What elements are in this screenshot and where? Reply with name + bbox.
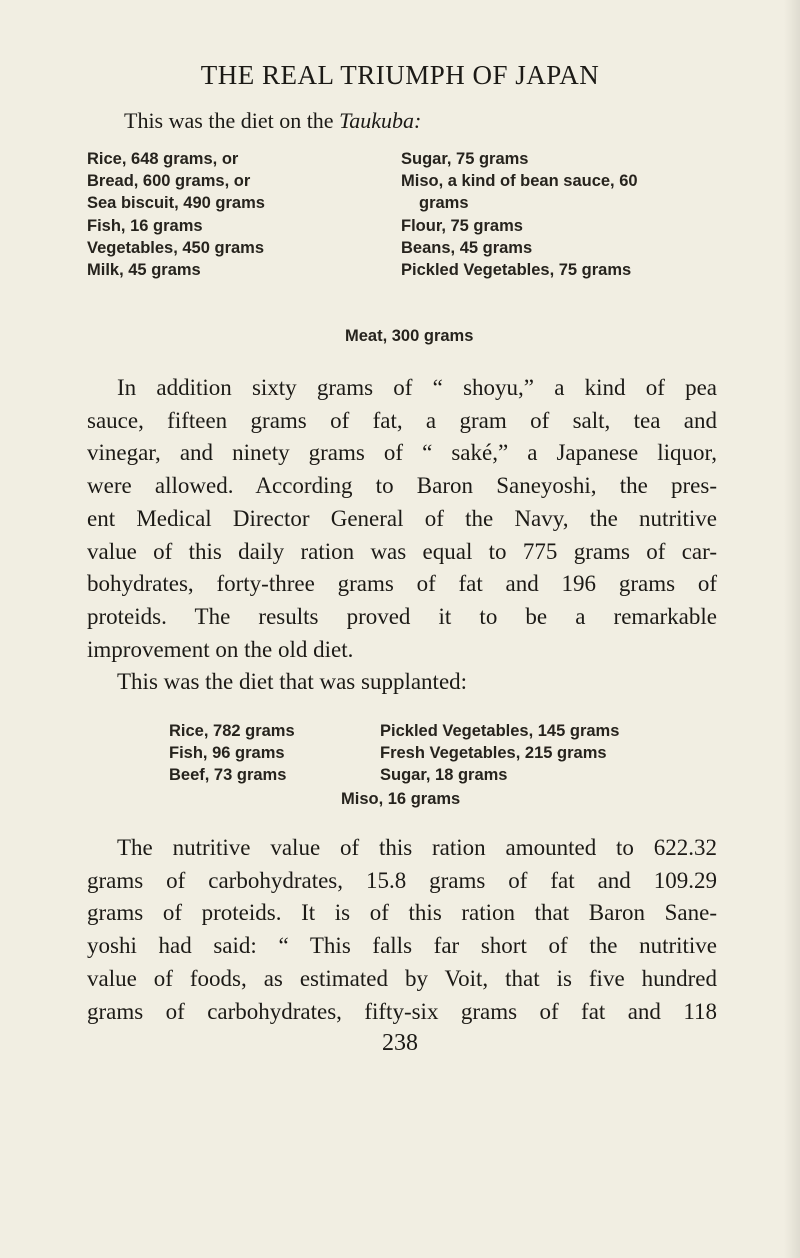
intro-line: [124, 106, 421, 136]
diet-item: Bread, 600 grams, or: [87, 172, 251, 191]
diet-item: Sugar, 18 grams: [380, 766, 508, 785]
text-line: In addition sixty grams of “ shoyu,” a kind of pea: [117, 375, 717, 400]
paragraph-2: This was the diet that was supplanted:: [117, 669, 468, 695]
diet-item: Rice, 782 grams: [169, 722, 295, 740]
diet-new-left-column: [87, 148, 265, 281]
paragraph-1: [87, 372, 717, 699]
diet-item: Pickled Vegetables, 145 grams: [380, 722, 620, 740]
diet-new-right-column: [401, 148, 638, 281]
text-line: yoshi had said: “ This falls far short of the nutritive: [87, 933, 717, 959]
diet-item: Rice, 648 grams, or: [87, 150, 239, 168]
diet-old-left-column: [169, 720, 295, 787]
text-line: grams of proteids. It is of this ration that Baron Sane-: [87, 900, 717, 926]
diet-item: Sugar, 75 grams: [401, 150, 529, 168]
diet-item: Sea biscuit, 490 grams: [87, 194, 265, 213]
ship-name: Taukuba:: [339, 108, 422, 133]
paragraph-3: [87, 832, 717, 1028]
diet-item: Vegetables, 450 grams: [87, 238, 265, 257]
page-edge-shadow: [784, 0, 800, 1258]
page-number: 238: [382, 1030, 418, 1056]
diet-item: Fish, 16 grams: [87, 216, 203, 235]
text-line: grams of carbohydrates, fifty-six grams of fat and 118: [87, 998, 717, 1024]
diet-item: Milk, 45 grams: [87, 261, 201, 280]
text-line: sauce, fifteen grams of fat, a gram of salt, tea and: [87, 407, 717, 433]
diet-item-continuation: grams: [419, 194, 469, 213]
diet-item: Fish, 96 grams: [169, 744, 285, 763]
diet-item: Flour, 75 grams: [401, 216, 523, 235]
diet-item: Pickled Vegetables, 75 grams: [401, 261, 632, 280]
text-line: value of this daily ration was equal to 775 grams of car-: [87, 538, 717, 564]
text-line: proteids. The results proved it to be a remarkable: [87, 603, 717, 629]
diet-item: Miso, a kind of bean sauce, 60: [401, 172, 638, 191]
diet-old-center-item: Miso, 16 grams: [341, 790, 461, 808]
text-line: were allowed. According to Baron Saneyoshi, the pres-: [87, 473, 717, 499]
text-line: value of foods, as estimated by Voit, that is five hundred: [87, 965, 717, 991]
diet-item: Beans, 45 grams: [401, 238, 533, 257]
text-line: grams of carbohydrates, 15.8 grams of fat and 109.29: [87, 867, 717, 893]
text-line: bohydrates, forty-three grams of fat and 196 grams of: [87, 571, 717, 597]
text-line: vinegar, and ninety grams of “ saké,” a Japanese liquor,: [87, 440, 717, 466]
diet-item: Beef, 73 grams: [169, 766, 287, 785]
intro-text: This was the diet on the: [124, 108, 340, 133]
text-line: improvement on the old diet.: [87, 636, 354, 662]
text-line: ent Medical Director General of the Navy, the nutritive: [87, 505, 717, 531]
diet-new-center-item: Meat, 300 grams: [345, 327, 474, 345]
text-line: The nutritive value of this ration amounted to 622.32: [117, 835, 717, 860]
diet-old-right-column: [380, 720, 619, 787]
diet-item: Fresh Vegetables, 215 grams: [380, 744, 607, 763]
running-head: THE REAL TRIUMPH OF JAPAN: [200, 60, 600, 90]
